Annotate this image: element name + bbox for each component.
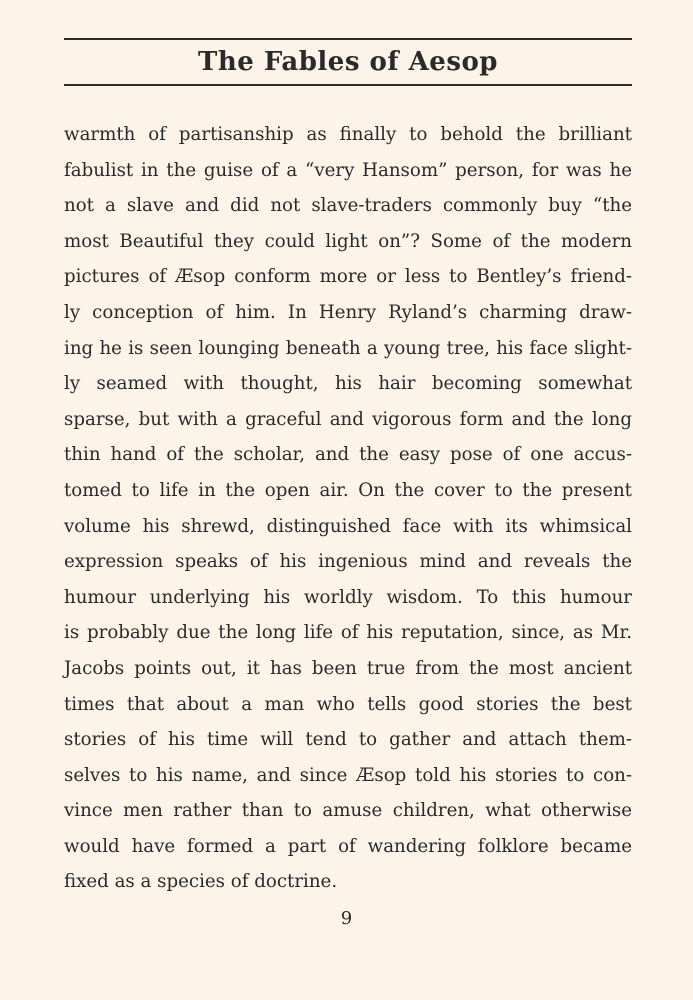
text-line: is probably due the long life of his reputation, since, as Mr. — [64, 622, 632, 644]
text-line: tomed to life in the open air. On the cover to the present — [64, 479, 632, 501]
text-line: humour underlying his worldly wisdom. To this humour — [64, 586, 632, 608]
text-line: expression speaks of his ingenious mind and reveals the — [64, 551, 632, 573]
text-line: not a slave and did not slave-traders commonly buy “the — [64, 195, 632, 217]
text-line: pictures of Æsop conform more or less to Bentley’s friend- — [64, 266, 632, 288]
running-head: The Fables of Aesop — [198, 47, 498, 77]
body-text — [64, 117, 632, 900]
page-number: 9 — [340, 908, 353, 929]
text-line: stories of his time will tend to gather and attach them- — [64, 729, 632, 751]
text-line: ly seamed with thought, his hair becoming somewhat — [64, 373, 632, 395]
text-line: fabulist in the guise of a “very Hansom” person, for was he — [64, 159, 632, 181]
text-line: fixed as a species of doctrine. — [64, 871, 338, 893]
text-line: would have formed a part of wandering folklore became — [64, 835, 632, 857]
text-line: selves to his name, and since Æsop told his stories to con- — [64, 764, 632, 786]
text-line: ing he is seen lounging beneath a young tree, his face slight- — [64, 337, 632, 359]
text-line: volume his shrewd, distinguished face with its whimsical — [64, 515, 632, 537]
text-line: Jacobs points out, it has been true from the most ancient — [64, 657, 632, 679]
text-line: times that about a man who tells good stories the best — [64, 693, 632, 715]
text-line: sparse, but with a graceful and vigorous form and the long — [64, 408, 632, 430]
text-line: thin hand of the scholar, and the easy pose of one accus- — [64, 444, 632, 466]
text-line: warmth of partisanship as finally to behold the brilliant — [64, 124, 632, 145]
text-line: most Beautiful they could light on”? Some of the modern — [64, 230, 632, 252]
text-line: vince men rather than to amuse children, what otherwise — [64, 800, 632, 822]
header-rule-bottom — [64, 84, 632, 86]
text-line: ly conception of him. In Henry Ryland’s charming draw- — [64, 301, 632, 323]
header-rule-top — [64, 38, 632, 40]
